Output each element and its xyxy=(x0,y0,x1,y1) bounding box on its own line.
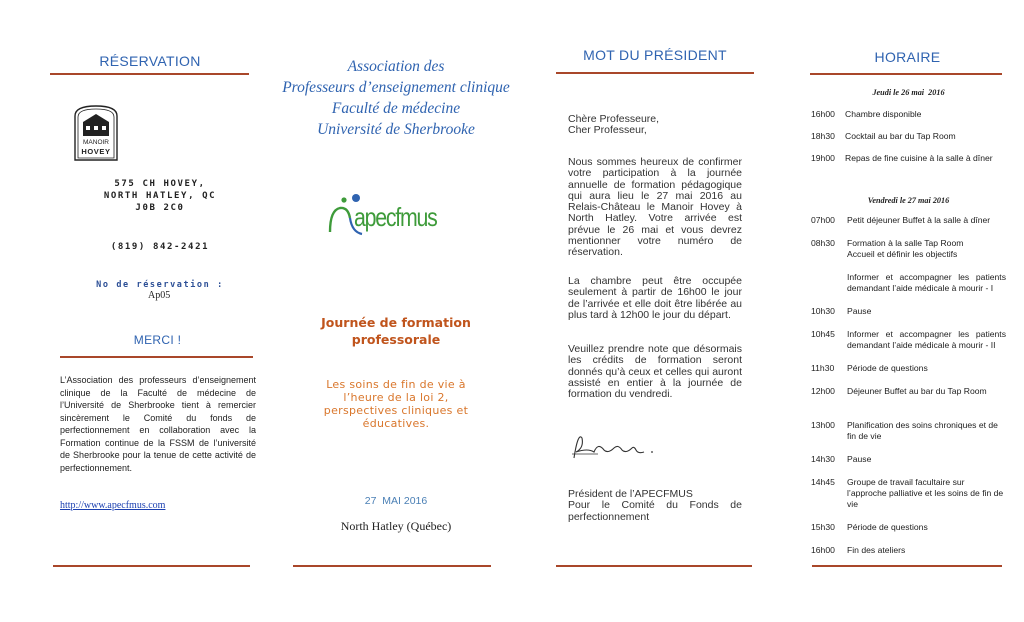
schedule-activity: Déjeuner Buffet au bar du Tap Room xyxy=(847,386,987,396)
address-line: NORTH HATLEY, QC xyxy=(103,191,217,201)
schedule-activity: Fin des ateliers xyxy=(847,545,906,555)
schedule-time: 14h30 xyxy=(811,454,835,464)
apecfmus-logo xyxy=(326,188,466,244)
schedule-time: 14h45 xyxy=(811,477,835,487)
schedule-activity: Planification des soins chroniques et de fin de vie xyxy=(847,420,998,441)
subtitle-line: l’heure de la loi 2, xyxy=(343,391,449,404)
schedule-time: 15h30 xyxy=(811,522,835,532)
website-link[interactable]: http://www.apecfmus.com xyxy=(60,500,166,511)
president-paragraph-3: Veuillez prendre note que désormais les crédits de formation seront donnés qu’à ceux et celles qui auront assisté en entier à la journée de formation du vendredi. xyxy=(568,343,742,401)
schedule-activity: Période de questions xyxy=(847,522,928,532)
schedule-time: 11h30 xyxy=(811,363,835,373)
president-paragraph-2: La chambre peut être occupée seulement à partir de 16h00 le jour de l’arrivée et elle doit être libérée au plus tard à 12h00 le jour du départ. xyxy=(568,275,742,321)
assoc-line: Faculté de médecine xyxy=(331,100,461,117)
address-line: 575 CH HOVEY, xyxy=(114,179,206,189)
event-subtitle xyxy=(290,378,502,430)
president-signature xyxy=(568,428,668,464)
association-title xyxy=(280,56,512,140)
assoc-line: Université de Sherbrooke xyxy=(317,121,475,138)
schedule-activity: Cocktail au bar du Tap Room xyxy=(845,131,956,141)
schedule-activity: Formation à la salle Tap Room Accueil et définir les objectifs xyxy=(847,238,964,259)
schedule-activity: Chambre disponible xyxy=(845,109,922,119)
divider xyxy=(53,565,250,567)
subtitle-line: perspectives cliniques et xyxy=(323,404,469,417)
assoc-line: Association des xyxy=(347,58,445,75)
event-date: 27 MAI 2016 xyxy=(364,495,428,507)
schedule-activity: Informer et accompagner les patients demandant l’aide médicale à mourir - II xyxy=(847,329,1006,350)
hotel-address xyxy=(60,178,260,214)
subtitle-line: éducatives. xyxy=(362,417,430,430)
schedule-time: 16h00 xyxy=(811,109,835,119)
schedule-activity: Petit déjeuner Buffet à la salle à dîner xyxy=(847,215,991,225)
day-2-label: Vendredi le 27 mai 2016 xyxy=(867,196,950,205)
greeting xyxy=(568,114,742,137)
schedule-activity: Pause xyxy=(847,306,872,316)
merci-text: L’Association des professeurs d’enseignement clinique de la Faculté de médecine de l’Université de Sherbrooke tient à remercier sincèrement le Comité du fonds de perfectionnement en collaboration avec la Formation continue de la FSSM de l’université de Sherbrooke pour la tenue de cette activité de perfectionnement. xyxy=(60,375,256,473)
schedule-activity: Repas de fine cuisine à la salle à dîner xyxy=(845,153,993,163)
subtitle-line: Les soins de fin de vie à xyxy=(326,378,466,391)
schedule-time: 19h00 xyxy=(811,153,835,163)
greeting-line: Chère Professeure, xyxy=(568,113,660,125)
schedule-time: 07h00 xyxy=(811,215,835,225)
president-heading: MOT DU PRÉSIDENT xyxy=(583,47,727,63)
manoir-hovey-logo xyxy=(72,104,120,162)
divider xyxy=(556,72,754,74)
assoc-line: Professeurs d’enseignement clinique xyxy=(282,79,510,96)
schedule-time: 12h00 xyxy=(811,386,835,396)
logo-text-hovey: HOVEY xyxy=(81,147,111,156)
hotel-phone: (819) 842-2421 xyxy=(110,242,210,252)
sign-line: Pour le Comité du Fonds de perfectionnement xyxy=(568,499,742,523)
day-1-label: Jeudi le 26 mai 2016 xyxy=(872,88,945,97)
event-title xyxy=(290,314,502,348)
event-title-line: professorale xyxy=(351,332,441,347)
schedule-activity: Informer et accompagner les patients demandant l’aide médicale à mourir - I xyxy=(847,272,1006,293)
logo-text-manoir: MANOIR xyxy=(83,139,109,146)
schedule-time: 10h30 xyxy=(811,306,835,316)
divider xyxy=(812,565,1002,567)
divider xyxy=(50,73,249,75)
schedule-time: 10h45 xyxy=(811,329,835,339)
address-line: J0B 2C0 xyxy=(135,203,185,213)
divider xyxy=(293,565,491,567)
horaire-heading: HORAIRE xyxy=(874,49,941,65)
schedule-activity: Période de questions xyxy=(847,363,928,373)
divider xyxy=(556,565,752,567)
reservation-number-label: No de réservation : xyxy=(96,280,224,290)
event-place: North Hatley (Québec) xyxy=(340,519,452,533)
reservation-number-value: Ap05 xyxy=(148,290,171,301)
sign-line: Président de l’APECFMUS xyxy=(568,488,693,500)
schedule-activity: Pause xyxy=(847,454,872,464)
president-paragraph-1: Nous sommes heureux de confirmer votre participation à la journée annuelle de formation pédagogique qui aura lieu le 27 mai 2016 au Relais-Château le Manoir Hovey à North Hatley. Votre arrivée est prévue le 26 mai et vous devrez mentionner votre numéro de réservation. xyxy=(568,156,742,259)
divider xyxy=(60,356,253,358)
schedule-time: 13h00 xyxy=(811,420,835,430)
greeting-line: Cher Professeur, xyxy=(568,124,647,137)
event-title-line: Journée de formation xyxy=(321,315,471,330)
schedule-time: 18h30 xyxy=(811,131,835,141)
schedule-time: 16h00 xyxy=(811,545,835,555)
divider xyxy=(810,73,1002,75)
logo-wordmark: apecfmus xyxy=(354,202,437,232)
schedule-time: 08h30 xyxy=(811,238,835,248)
reservation-heading: RÉSERVATION xyxy=(99,53,201,69)
president-sign-off xyxy=(568,489,742,523)
merci-heading: MERCI ! xyxy=(133,333,182,347)
schedule-activity: Groupe de travail facultaire sur l’approche palliative et les soins de fin de vie xyxy=(847,477,1004,509)
